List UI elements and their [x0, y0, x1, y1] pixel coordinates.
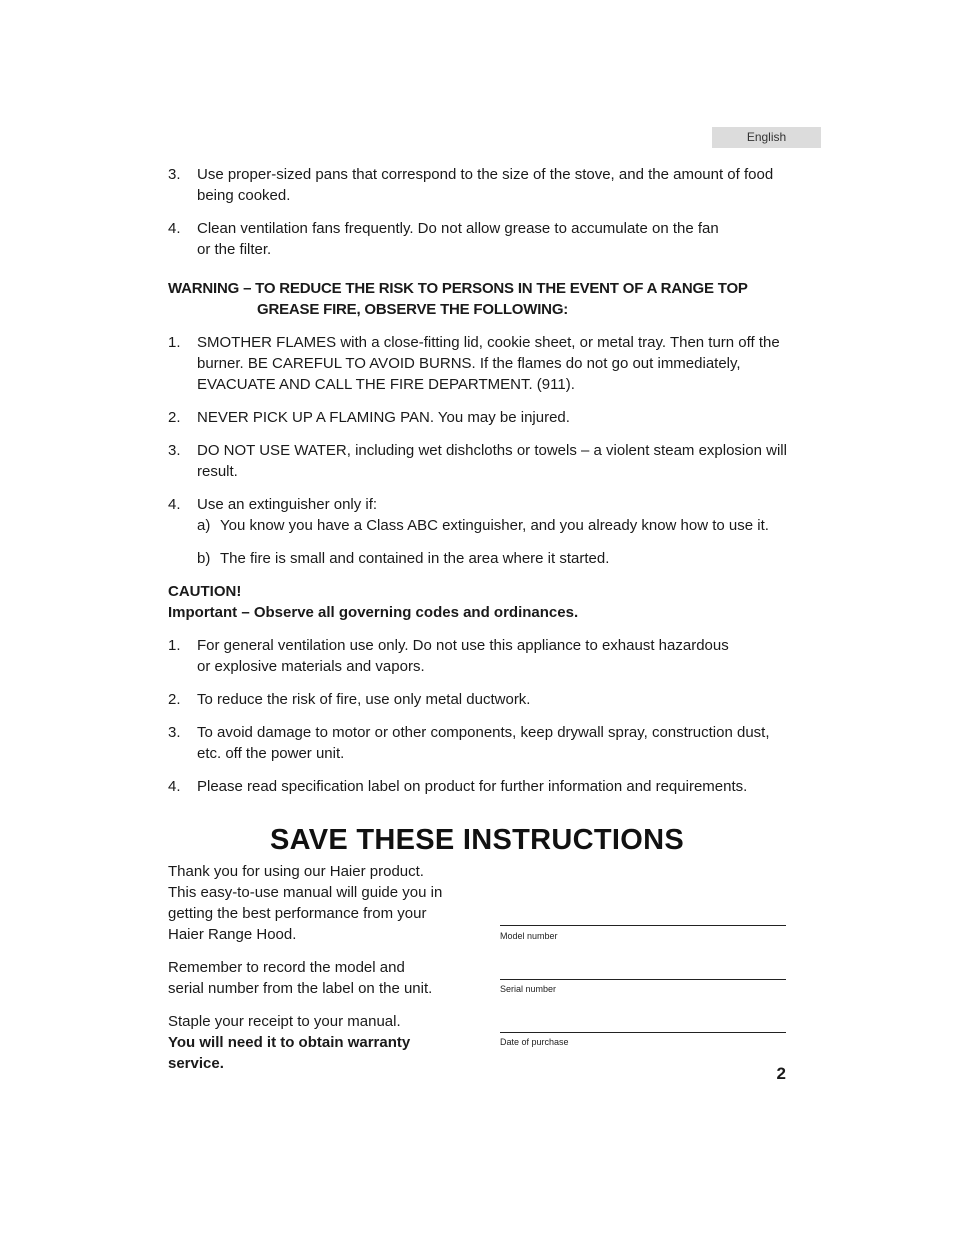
- serial-number-label: Serial number: [500, 984, 557, 994]
- list-item: [168, 332, 788, 395]
- language-tab: English: [712, 127, 821, 148]
- list-item: [168, 635, 788, 677]
- caution-subheading: Important – Observe all governing codes and ordinances.: [168, 604, 579, 621]
- serial-number-line[interactable]: [500, 979, 786, 980]
- item-number: 1.: [168, 334, 181, 351]
- item-text: To reduce the risk of fire, use only metal ductwork.: [197, 691, 531, 708]
- sub-list-item: [197, 548, 788, 569]
- page-number: 2: [776, 1064, 786, 1083]
- item-number: 2.: [168, 409, 181, 426]
- item-letter: b): [197, 550, 211, 567]
- list-item: [168, 494, 788, 515]
- item-number: 4.: [168, 220, 181, 237]
- item-text: Please read specification label on product for further information and requirements.: [197, 778, 748, 795]
- item-number: 4.: [168, 778, 181, 795]
- item-number: 3.: [168, 442, 181, 459]
- list-item: [168, 722, 788, 764]
- record-reminder: Remember to record the model and serial number from the label on the unit.: [168, 959, 433, 997]
- item-number: 2.: [168, 691, 181, 708]
- date-of-purchase-line[interactable]: [500, 1032, 786, 1033]
- date-of-purchase-label: Date of purchase: [500, 1037, 569, 1047]
- model-number-line[interactable]: [500, 925, 786, 926]
- item-text: Clean ventilation fans frequently. Do not allow grease to accumulate on the fan or the filter.: [197, 220, 719, 258]
- item-number: 4.: [168, 496, 181, 513]
- item-text: DO NOT USE WATER, including wet dishcloths or towels – a violent steam explosion will result.: [197, 442, 787, 480]
- thank-you-paragraph: Thank you for using our Haier product. This easy-to-use manual will guide you in getting the best performance from your Haier Range Hood.: [168, 863, 443, 943]
- item-text: The fire is small and contained in the area where it started.: [220, 550, 610, 567]
- caution-block: [168, 581, 788, 623]
- item-letter: a): [197, 517, 211, 534]
- item-text: NEVER PICK UP A FLAMING PAN. You may be injured.: [197, 409, 570, 426]
- item-text: Use proper-sized pans that correspond to the size of the stove, and the amount of food being cooked.: [197, 166, 774, 204]
- item-number: 3.: [168, 724, 181, 741]
- list-item: [168, 689, 788, 710]
- item-number: 1.: [168, 637, 181, 654]
- thank-you-note: [168, 861, 468, 1086]
- list-item: [168, 164, 788, 206]
- save-instructions-title: SAVE THESE INSTRUCTIONS: [269, 824, 685, 856]
- item-text: SMOTHER FLAMES with a close-fitting lid, cookie sheet, or metal tray. Then turn off the burner. BE CAREFUL TO AVOID BURNS. If the flames do not go out immediately, EVACUATE AND CALL THE FIRE DEPARTMENT. (911).: [197, 334, 780, 393]
- item-number: 3.: [168, 166, 181, 183]
- caution-heading: CAUTION!: [168, 583, 242, 600]
- item-text: For general ventilation use only. Do not use this appliance to exhaust hazardous or explosive materials and vapors.: [197, 637, 729, 675]
- list-item: [168, 440, 788, 482]
- item-text: You know you have a Class ABC extinguisher, and you already know how to use it.: [220, 517, 769, 534]
- sub-list-item: [197, 515, 788, 536]
- main-content: [168, 164, 788, 809]
- item-text: Use an extinguisher only if:: [197, 496, 378, 513]
- list-item: [168, 407, 788, 428]
- warranty-note: You will need it to obtain warranty service.: [168, 1034, 411, 1072]
- receipt-note: [168, 1011, 468, 1074]
- receipt-text: Staple your receipt to your manual.: [168, 1013, 401, 1030]
- list-item: [168, 218, 788, 260]
- warning-heading: WARNING – TO REDUCE THE RISK TO PERSONS IN THE EVENT OF A RANGE TOP GREASE FIRE, OBSERVE THE FOLLOWING:: [168, 280, 748, 318]
- model-number-label: Model number: [500, 931, 558, 941]
- list-item: [168, 776, 788, 797]
- item-text: To avoid damage to motor or other components, keep drywall spray, construction dust, etc. off the power unit.: [197, 724, 770, 762]
